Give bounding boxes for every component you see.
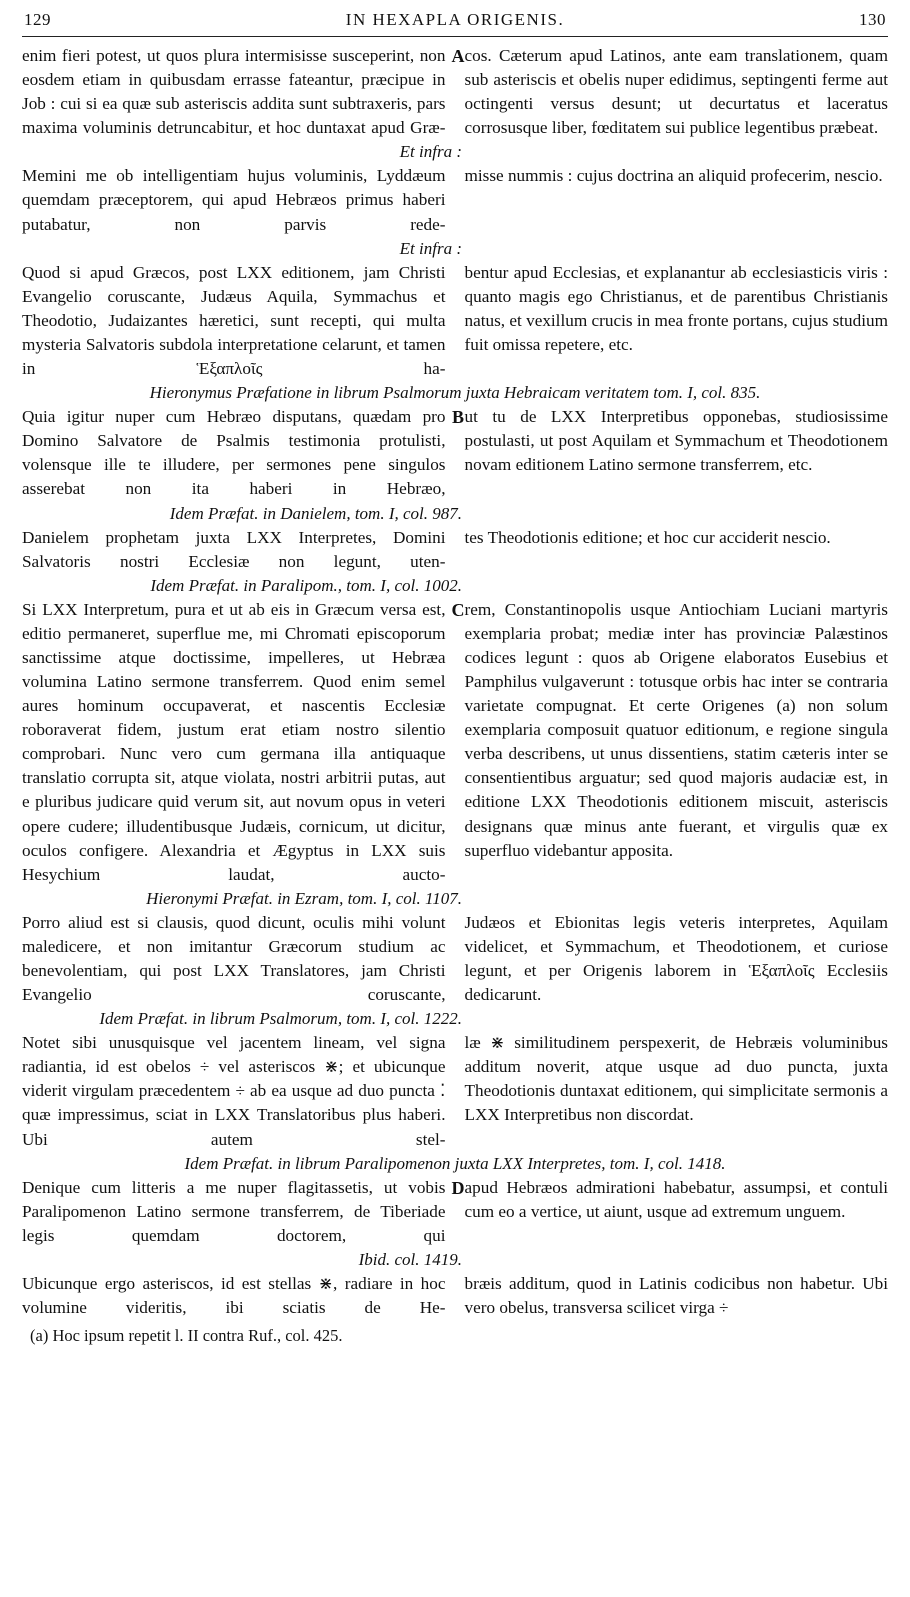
left-column-text: Quod si apud Græcos, post LXX editionem, jam Christi Evangelio coruscante, Judæus Aquila, Symmachus et Theodotio, Judaizantes hæretici, sunt recepti, qui multa mysteria Salvatoris subdola interpretatione celarunt, et tamen in Ἑξαπλοῖς ha- (22, 262, 446, 379)
right-column-text: rem, Constantinopolis usque Antiochiam Luciani martyris exemplaria probat; mediæ inter has provinciæ Palæstinos codices legunt : quos ab Origene elaboratos Eusebius et Pamphilus vulgaverunt : totusque orbis hac inter se contraria varietate compugnat. Et certe Origenes (a) non solum exemplaria composuit quatuor editionum, e regione singula verba describens, ut unus dissentiens, statim cæteris inter se consentientibus arguatur; sed quod majoris audaciæ est, in editione LXX Theodotionis editionem miscuit, asteriscis designans quæ minus ante fuerant, et virgulis quæ ex superfluo videbantur apposita. (464, 599, 888, 860)
right-column-text: bentur apud Ecclesias, et explanantur ab ecclesiasticis viris : quanto magis ego Christianus, et de parentibus Christianis natus, et vexillum crucis in mea fronte portans, cujus studium fuit omissa repetere, etc. (464, 262, 888, 354)
left-column-text: Notet sibi unusquisque vel jacentem lineam, vel signa radiantia, id est obelos ÷ vel asteriscos ⋇; et ubicunque viderit virgulam præcedentem ÷ ab ea usque ad duo puncta ⁚ quæ impressimus, sciat in LXX Translatoribus plus haberi. Ubi autem stel- (22, 1033, 446, 1149)
source-heading: Et infra : (399, 142, 462, 162)
running-header (24, 10, 886, 34)
left-column-text: Memini me ob intelligentiam hujus voluminis, Lyddæum quemdam præceptorem, qui apud Hebræos primus haberi putabatur, non parvis rede- (22, 166, 446, 234)
text-section (22, 911, 888, 1007)
left-column-text: Denique cum litteris a me nuper flagitassetis, ut vobis Paralipomenon Latino sermone transferrem, de Tiberiade legis quemdam doctorem, qui (22, 1177, 446, 1245)
left-column-text: enim fieri potest, ut quos plura intermisisse susceperint, non eosdem etiam in quibusdam errasse fateantur, præcipue in Job : cui si ea quæ sub asteriscis addita sunt subtraxeris, pars maxima voluminis detruncabitur, et hoc duntaxat apud Græ- (22, 46, 446, 138)
right-column-text: Judæos et Ebionitas legis veteris interpretes, Aquilam videlicet, et Symmachum, et Theodotionem, et curiose legunt, et per Origenis laborem in Ἑξαπλοῖς Ecclesiis dedicarunt. (464, 912, 888, 1005)
text-section (22, 1272, 888, 1320)
right-column-text: læ ⋇ similitudinem perspexerit, de Hebræis voluminibus additum noverit, atque usque ad duo puncta, juxta Theodotionis duntaxat editionem, qui simplicitate sermonis a LXX Interpretibus non discordat. (464, 1033, 888, 1125)
left-column-text: Porro aliud est si clausis, quod dicunt, oculis mihi volunt maledicere, et non imitantur Græcorum studium ac benevolentiam, qui post LXX Translatores, jam Christi Evangelio coruscante, (22, 912, 446, 1005)
text-section (22, 44, 888, 140)
right-column-text: tes Theodotionis editione; et hoc cur acciderit nescio. (464, 527, 831, 547)
running-title: IN HEXAPLA ORIGENIS. (345, 10, 565, 29)
page-number-right: 130 (859, 10, 886, 29)
source-heading: Hieronymus Præfatione in librum Psalmorum juxta Hebraicam veritatem tom. I, col. 835. (149, 383, 761, 403)
text-section (22, 598, 888, 887)
source-heading: Idem Præfat. in Paralipom., tom. I, col. 1002. (150, 575, 462, 595)
right-column-text: misse nummis : cujus doctrina an aliquid profecerim, nescio. (464, 166, 883, 186)
section-marker: C (451, 599, 465, 620)
source-heading: Ibid. col. 1419. (358, 1249, 462, 1269)
right-column-text: ut tu de LXX Interpretibus opponebas, studiosissime postulasti, ut post Aquilam et Symmachum et Theodotionem novam editionem Latino sermone transferrem, etc. (464, 407, 888, 475)
text-section (22, 164, 888, 236)
source-heading: Idem Præfat. in Danielem, tom. I, col. 987. (169, 503, 462, 523)
text-section (22, 1031, 888, 1151)
section-marker: B (451, 407, 464, 428)
section-marker: A (451, 46, 465, 66)
left-column-text: Danielem prophetam juxta LXX Interpretes, Domini Salvatoris nostri Ecclesiæ non legunt, uten- (22, 527, 446, 571)
left-column-text: Quia igitur nuper cum Hebræo disputans, quædam pro Domino Salvatore de Psalmis testimonia protulisti, volensque ille te illudere, per sermones pene singulos asserebat non ita haberi in Hebræo, (22, 407, 446, 499)
left-column-text: Ubicunque ergo asteriscos, id est stellas ⋇, radiare in hoc volumine videritis, ibi sciatis de He- (22, 1273, 446, 1318)
footnote: (a) Hoc ipsum repetit l. II contra Ruf., col. 425. (30, 1326, 343, 1346)
page-number-left: 129 (24, 10, 51, 29)
left-column-text: Si LXX Interpretum, pura et ut ab eis in Græcum versa est, editio permaneret, superflue me, mi Chromati episcoporum sanctissime atque doctissime, impelleres, ut Hebræa volumina Latino sermone transferrem. Quod enim semel aures hominum occupaverat, et nascentis Ecclesiæ roboraverat fidem, justum erat etiam nostro silentio comprobari. Nunc vero cum germana illa antiquaque translatio corrupta sit, atque violata, nostri arbitrii putas, aut e pluribus judicare quid verum sit, aut novum opus in veteri opere cudere; illudentibusque Judæis, cornicum, ut dicitur, oculos configere. Alexandria et Ægyptus in LXX suis Hesychium laudat, aucto- (22, 599, 446, 884)
text-section (22, 1176, 888, 1248)
source-heading: Hieronymi Præfat. in Ezram, tom. I, col. 1107. (146, 888, 462, 908)
right-column-text: cos. Cæterum apud Latinos, ante eam translationem, quam sub asteriscis et obelis nuper edidimus, septingenti ferme aut octingenti versus desunt; ut decurtatus et laceratus corrosusque liber, fœditatem sui publice legentibus præbeat. (464, 46, 888, 138)
source-heading: Idem Præfat. in librum Paralipomenon juxta LXX Interpretes, tom. I, col. 1418. (184, 1153, 726, 1173)
source-heading: Idem Præfat. in librum Psalmorum, tom. I, col. 1222. (99, 1009, 462, 1029)
header-rule (22, 36, 888, 37)
two-column-body (22, 44, 888, 1348)
right-column-text: bræis additum, quod in Latinis codicibus non habetur. Ubi vero obelus, transversa scilicet virga ÷ (464, 1273, 888, 1318)
text-section (22, 526, 888, 574)
right-column-text: apud Hebræos admirationi habebatur, assumpsi, et contuli cum eo a vertice, ut aiunt, usque ad extremum unguem. (464, 1177, 888, 1221)
section-marker: D (451, 1177, 465, 1198)
text-section (22, 405, 888, 501)
text-section (22, 261, 888, 381)
source-heading: Et infra : (399, 238, 462, 258)
